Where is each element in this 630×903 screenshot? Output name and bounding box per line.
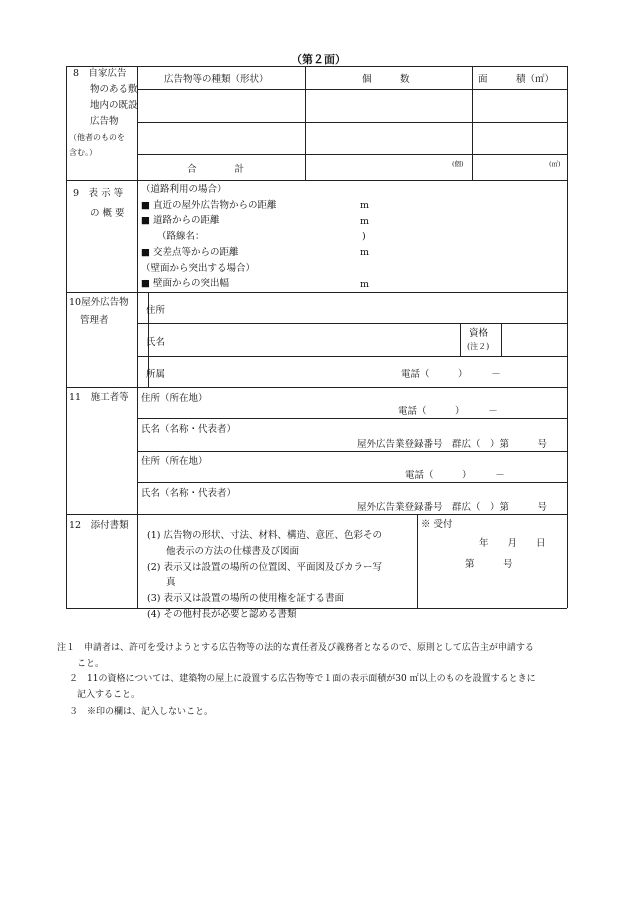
s12-item: (4) その他村長が必要と認める書類 xyxy=(147,608,297,620)
s9-details xyxy=(141,182,277,292)
s10-label-line: 10屋外広告物 xyxy=(69,297,129,308)
s12-items xyxy=(147,528,382,623)
s9-label-line: 9 表 示 等 xyxy=(73,188,124,199)
s11-reg-1: 屋外広告業登録番号 群広（ ）第 号 xyxy=(357,439,548,450)
s9-unit: m xyxy=(360,200,370,211)
s9-label-line: の 概 要 xyxy=(90,208,125,219)
s8-col-count: 個 数 xyxy=(362,74,410,85)
s12-item: (2) 表示又は設置の場所の位置図、平面図及びカラー写 xyxy=(147,561,382,573)
s8-label-line: 広告物 xyxy=(90,116,119,127)
note-3: ３ ※印の欄は、記入しないこと。 xyxy=(69,707,214,717)
s9-units xyxy=(360,198,369,292)
s9-line: ■ 壁面からの突出幅 xyxy=(141,278,229,290)
s10-phone: 電話（ ） － xyxy=(401,369,501,380)
s12-item: (1) 広告物の形状、寸法、材料、構造、意匠、色彩その xyxy=(147,530,382,541)
s9-line: ■ 直近の屋外広告物からの距離 xyxy=(141,199,277,211)
s9-unit: m xyxy=(360,278,370,290)
s12-item: 他表示の方法の仕様書及び図面 xyxy=(166,545,300,557)
s11-label: 11 施工者等 xyxy=(69,392,129,403)
note-1a: 注１ 申請者は、許可を受けようとする広告物等の法的な責任者及び義務者となるので、原則として広告主が申請する xyxy=(57,643,534,653)
s11-phone-1: 電話（ ） － xyxy=(398,406,498,417)
s12-reception-date: 年 月 日 xyxy=(479,538,546,549)
s9-unit: m xyxy=(360,215,370,227)
note-1b: こと。 xyxy=(77,659,105,669)
s10-qual-note: (注２) xyxy=(467,342,490,351)
s12-reception-label: ※ 受付 xyxy=(421,519,453,530)
s9-line: （道路利用の場合） xyxy=(141,184,227,195)
page-title: （第２面） xyxy=(291,53,346,66)
s11-reg-2: 屋外広告業登録番号 群広（ ）第 号 xyxy=(357,502,548,513)
s9-unit: m xyxy=(360,247,370,259)
s9-label xyxy=(73,186,125,222)
s11-phone-2: 電話（ ） － xyxy=(405,470,505,481)
s8-label-note: 含む。） xyxy=(69,148,97,157)
s9-line: ■ 道路からの距離 xyxy=(141,215,220,227)
s9-unit: ) xyxy=(362,231,366,243)
s11-address-2: 住所（所在地） xyxy=(141,456,208,467)
s8-label xyxy=(69,66,138,160)
s12-item: 真 xyxy=(166,577,176,589)
s8-count-unit: (個) xyxy=(452,160,464,168)
s12-item: (3) 表示又は設置の場所の使用権を証する書面 xyxy=(147,593,344,605)
s8-col-area: 面 積（㎡） xyxy=(478,74,555,85)
note-2b: 記入すること。 xyxy=(77,690,141,700)
s11-address-1: 住所（所在地） xyxy=(141,393,208,404)
s9-line: （路線名： xyxy=(157,231,205,243)
s10-label-line: 管理者 xyxy=(80,315,109,326)
s8-label-line: 物のある敷 xyxy=(90,84,138,95)
s8-label-note: （他者のものを xyxy=(69,133,125,142)
s12-reception-number: 第 号 xyxy=(465,559,513,570)
s10-qual-label: 資格 xyxy=(469,328,489,339)
s8-area-unit: (㎡) xyxy=(549,160,561,168)
s9-line: （壁面から突出する場合） xyxy=(141,262,256,274)
s10-label xyxy=(69,295,129,329)
s11-name-1: 氏名（名称・代表者） xyxy=(141,424,237,435)
s12-label: 12 添付書類 xyxy=(69,520,129,531)
note-2a: ２ 11の資格については、建築物の屋上に設置する広告物等で１面の表示面積が30 ㎡以上のものを設置するときに xyxy=(69,674,536,684)
s8-label-line: 地内の既設 xyxy=(90,100,138,111)
s10-name-label: 氏名 xyxy=(146,337,166,348)
s9-line: ■ 交差点等からの距離 xyxy=(141,246,239,258)
s11-name-2: 氏名（名称・代表者） xyxy=(141,488,237,499)
s10-address-label: 住所 xyxy=(146,305,166,316)
s8-label-line: 8 自家広告 xyxy=(73,68,127,79)
s10-affil-label: 所属 xyxy=(146,369,166,380)
s8-col-type: 広告物等の種類（形状） xyxy=(164,74,269,85)
s8-total-label: 合 計 xyxy=(187,164,245,175)
